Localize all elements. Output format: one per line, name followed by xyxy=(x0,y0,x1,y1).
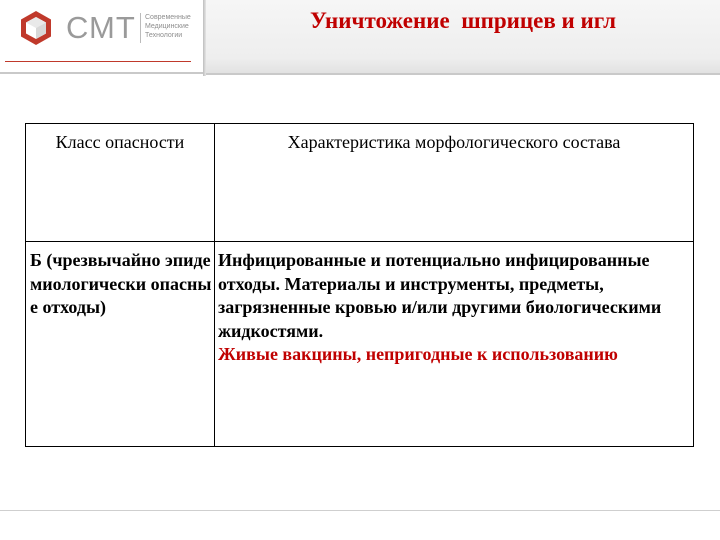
header-cell-description xyxy=(215,124,694,242)
header-cell-class xyxy=(26,124,215,242)
cube-logo-icon xyxy=(18,10,54,46)
composition-description xyxy=(215,242,693,367)
logo-subtitle-line: Современные xyxy=(145,14,191,21)
composition-text: Инфицированные и потенциально инфицированные отходы. Материалы и инструменты, предметы, загрязненные кровью и/или другими биологическими жидкостями. xyxy=(218,250,662,341)
class-cell xyxy=(26,242,215,447)
logo-brand-text: СМТ xyxy=(66,10,136,45)
table-header-row xyxy=(26,124,694,242)
column-header-class: Класс опасности xyxy=(55,132,185,152)
description-cell xyxy=(215,242,694,447)
table-row xyxy=(26,242,694,447)
slide-title: Уничтожение шприцев и игл xyxy=(310,8,616,33)
logo-underline xyxy=(5,61,191,62)
column-header-description: Характеристика морфологического состава xyxy=(287,132,621,152)
waste-class-table xyxy=(25,123,694,447)
logo-subtitle xyxy=(145,13,191,40)
logo-divider xyxy=(140,13,141,43)
hazard-class-text: Б (чрезвычайно эпидемиологически опасные отходы) xyxy=(30,250,212,317)
logo-subtitle-line: Медицинские xyxy=(145,23,189,30)
footer-divider xyxy=(0,510,720,511)
header-left-panel xyxy=(0,0,204,74)
logo-subtitle-line: Технологии xyxy=(145,32,183,39)
highlight-text: Живые вакцины, непригодные к использованию xyxy=(218,344,618,364)
